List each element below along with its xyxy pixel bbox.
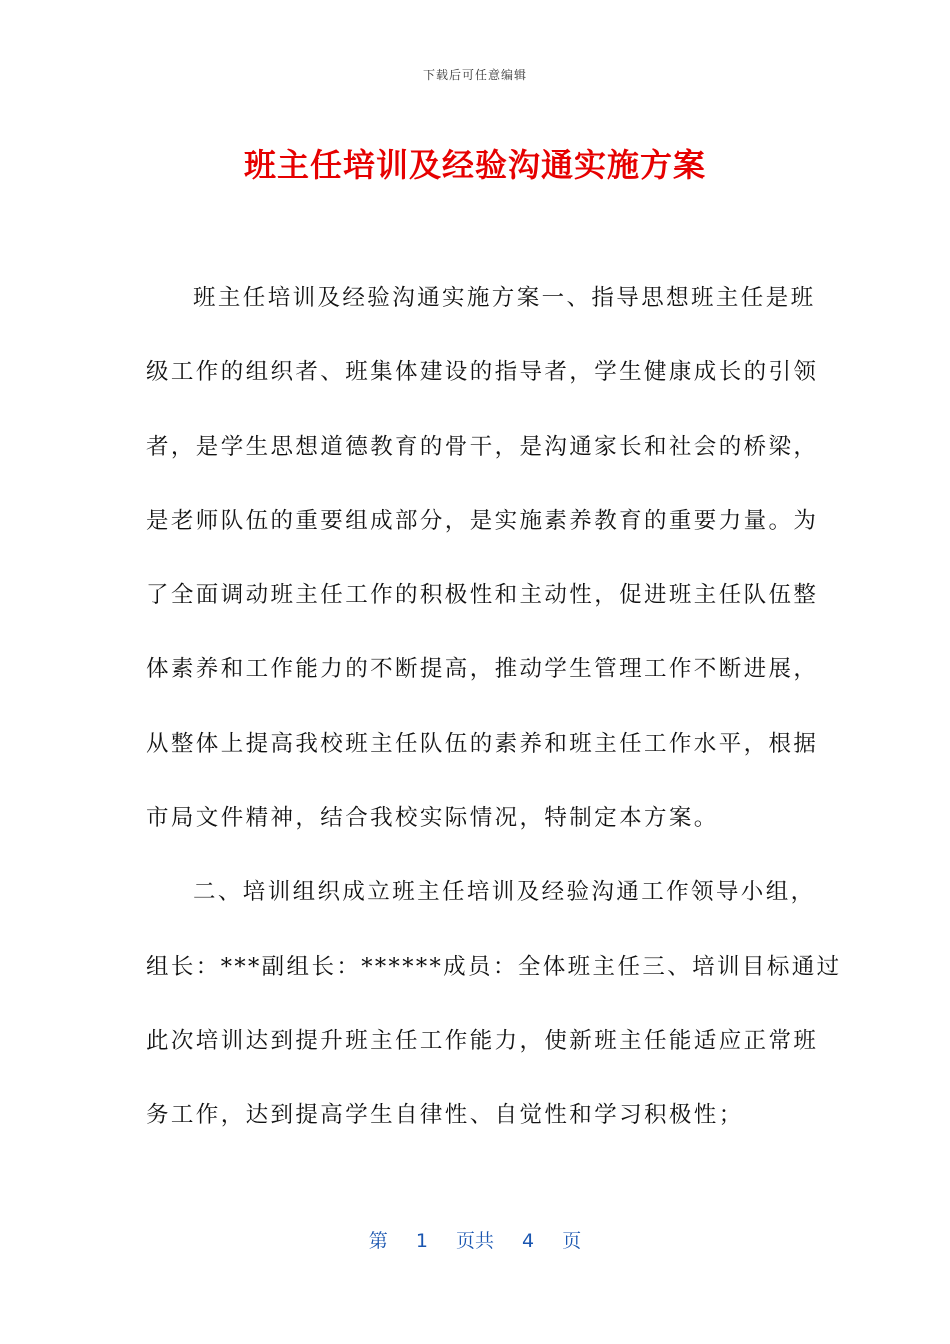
paragraph-line: 了全面调动班主任工作的积极性和主动性，促进班主任队伍整 [146,582,819,609]
paragraph-line: 此次培训达到提升班主任工作能力，使新班主任能适应正常班 [146,1027,819,1054]
page-number-footer [0,1226,950,1253]
document-title: 班主任培训及经验沟通实施方案 [243,146,706,184]
paragraph-line: 组长：***副组长：******成员：全体班主任三、培训目标通过 [146,953,842,980]
footer-suffix: 页 [562,1230,582,1252]
paragraph-line: 市局文件精神，结合我校实际情况，特制定本方案。 [146,805,719,832]
paragraph-line: 是老师队伍的重要组成部分，是实施素养教育的重要力量。为 [146,507,819,534]
document-body [146,276,842,1168]
paragraph-line: 务工作，达到提高学生自律性、自觉性和学习积极性； [146,1102,744,1129]
paragraph-line: 从整体上提高我校班主任队伍的素养和班主任工作水平，根据 [146,730,819,757]
footer-middle: 页共 [455,1230,494,1252]
footer-prefix: 第 [368,1230,388,1252]
current-page-number: 1 [415,1230,428,1252]
header-note: 下载后可任意编辑 [422,68,527,82]
paragraph-line: 班主任培训及经验沟通实施方案一、指导思想班主任是班 [193,285,816,311]
paragraph-line: 体素养和工作能力的不断提高，推动学生管理工作不断进展， [146,656,819,683]
paragraph-line: 二、培训组织成立班主任培训及经验沟通工作领导小组， [193,879,816,906]
paragraph-line: 级工作的组织者、班集体建设的指导者，学生健康成长的引领 [146,359,819,386]
total-page-count: 4 [522,1230,535,1252]
paragraph-line: 者，是学生思想道德教育的骨干，是沟通家长和社会的桥梁， [146,433,819,460]
